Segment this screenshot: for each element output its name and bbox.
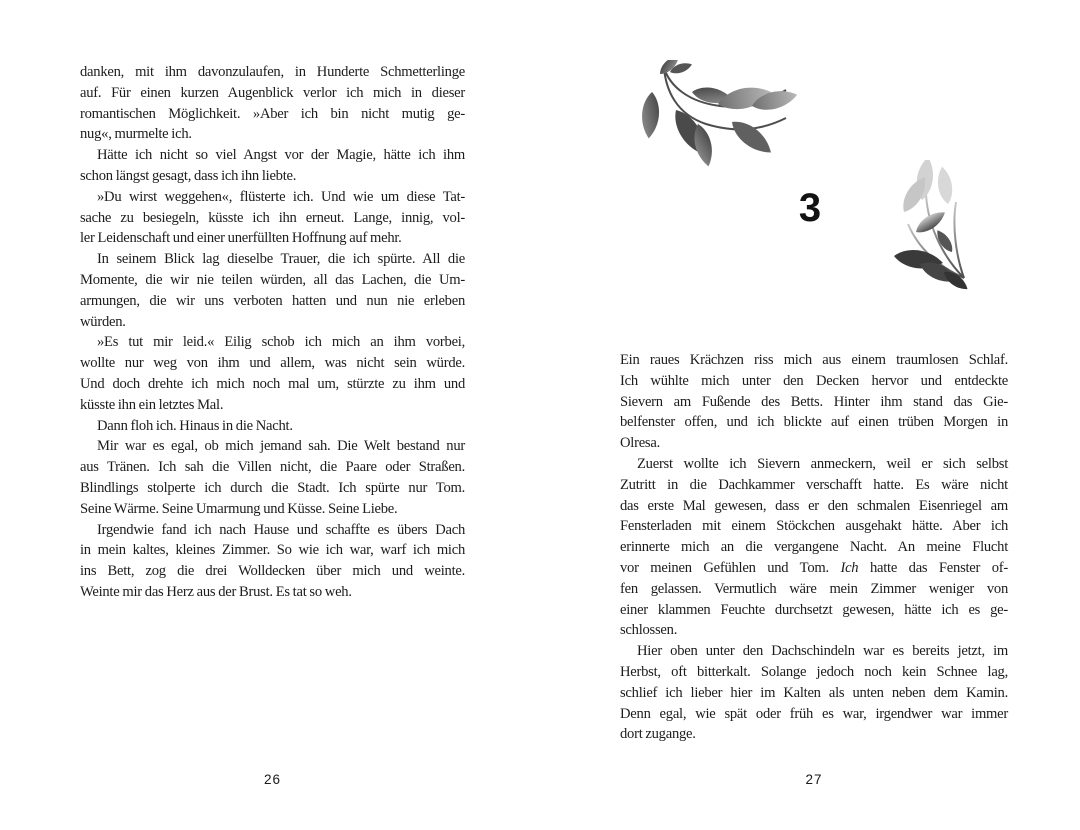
paragraph bbox=[620, 454, 1008, 641]
paragraph bbox=[80, 249, 465, 332]
text-line: ler Leidenschaft und einer unerfüllten Hoffnung auf mehr. bbox=[80, 230, 402, 247]
text-line: schlossen. bbox=[620, 622, 678, 639]
text-line: fen gelassen. Vermutlich wäre mein Zimmer weniger von bbox=[620, 580, 1008, 597]
text-line: sache zu besiegeln, küsste ich ihn erneut. Lange, innig, vol- bbox=[80, 209, 465, 226]
text-line: Zutritt in die Dachkammer verschafft hatte. Es wäre nicht bbox=[620, 476, 1008, 493]
paragraph bbox=[80, 145, 465, 187]
text-line: Ein raues Krächzen riss mich aus einem traumlosen Schlaf. bbox=[620, 352, 1008, 368]
text-line: Hätte ich nicht so viel Angst vor der Magie, hätte ich ihm bbox=[97, 147, 465, 164]
text-line: das erste Mal gewesen, dass er den schmalen Eisenriegel am bbox=[620, 497, 1008, 514]
paragraph bbox=[80, 332, 465, 415]
text-line: Hier oben unter den Dachschindeln war es bereits jetzt, im bbox=[637, 643, 1008, 660]
chapter-number: 3 bbox=[798, 186, 822, 230]
text-line: Dann floh ich. Hinaus in die Nacht. bbox=[97, 417, 293, 434]
text-line: in mein kaltes, kleines Zimmer. So wie ich war, warf ich mich bbox=[80, 542, 465, 559]
text-line: Fensterladen mit einem Stöckchen ausgehakt hätte. Aber ich bbox=[620, 518, 1008, 535]
text-line: würden. bbox=[80, 313, 126, 330]
paragraph bbox=[80, 416, 465, 437]
text-line: Seine Wärme. Seine Umarmung und Küsse. Seine Liebe. bbox=[80, 500, 398, 517]
text-line: belfenster offen, und ich blickte auf einen trüben Morgen in bbox=[620, 414, 1008, 431]
text-line: dort zugange. bbox=[620, 726, 696, 743]
text-line: küsste ihn ein letztes Mal. bbox=[80, 396, 224, 413]
text-line: »Du wirst weggehen«, flüsterte ich. Und wie um diese Tat- bbox=[97, 188, 465, 205]
text-line: In seinem Blick lag dieselbe Trauer, die ich spürte. All die bbox=[97, 251, 465, 268]
paragraph bbox=[620, 350, 1008, 454]
text-line: einer klammen Feuchte durchsetzt gewesen, hätte ich es ge- bbox=[620, 601, 1008, 618]
text-line: auf. Für einen kurzen Augenblick verlor ich mich in dieser bbox=[80, 84, 465, 101]
text-line: Und doch drehte ich mich noch mal um, stürzte zu ihm und bbox=[80, 375, 465, 392]
text-line: Olresa. bbox=[620, 435, 660, 452]
page-right-number: 27 bbox=[805, 772, 823, 787]
text-line: Mir war es egal, ob mich jemand sah. Die Welt bestand nur bbox=[97, 438, 465, 455]
page-left-number: 26 bbox=[263, 772, 282, 787]
text-line: Herbst, oft bitterkalt. Solange jedoch noch kein Schnee lag, bbox=[620, 663, 1008, 680]
text-line: nug«, murmelte ich. bbox=[80, 126, 192, 143]
paragraph bbox=[80, 187, 465, 249]
paragraph bbox=[80, 436, 465, 519]
text-line: Irgendwie fand ich nach Hause und schaffte es übers Dach bbox=[97, 521, 465, 538]
text-line: erinnerte mich an die vergangene Nacht. An meine Flucht bbox=[620, 539, 1008, 556]
text-line: »Es tut mir leid.« Eilig schob ich mich an ihm vorbei, bbox=[97, 334, 465, 351]
text-line: Momente, die wir nie teilen würden, all das Lachen, die Um- bbox=[80, 271, 465, 288]
text-line: danken, mit ihm davonzulaufen, in Hunderte Schmetterlinge bbox=[80, 64, 465, 80]
text-line: aus Tränen. Ich sah die Villen nicht, die Paare oder Straßen. bbox=[80, 459, 465, 476]
text-line: Ich wühlte mich unter den Decken hervor und entdeckte bbox=[620, 372, 1008, 389]
text-line: wollte nur weg von ihm und allem, was nicht sein würde. bbox=[80, 355, 465, 372]
text-line: schon längst gesagt, dass ich ihn liebte. bbox=[80, 167, 297, 184]
text-line: schlief ich lieber hier im Kalten als unten neben dem Kamin. bbox=[620, 684, 1008, 701]
text-line: ins Bett, zog die drei Wolldecken über mich und weinte. bbox=[80, 563, 465, 580]
text-line: Blindlings stolperte ich durch die Stadt. Ich spürte nur Tom. bbox=[80, 479, 465, 496]
paragraph bbox=[620, 641, 1008, 745]
leaf-sprig-ornament-icon bbox=[886, 160, 986, 292]
paragraph bbox=[80, 62, 465, 145]
leaf-branch-ornament-icon bbox=[634, 60, 806, 180]
text-line: Weinte mir das Herz aus der Brust. Es tat so weh. bbox=[80, 583, 352, 600]
text-line: armungen, die wir uns verboten hatten und nun nie erleben bbox=[80, 292, 465, 309]
page-left-text bbox=[80, 62, 465, 603]
page-right-text bbox=[620, 350, 1008, 745]
text-line: Sievern am Fußende des Betts. Hinter ihm stand das Gie- bbox=[620, 393, 1008, 410]
text-line: Zuerst wollte ich Sievern anmeckern, weil er sich selbst bbox=[637, 455, 1008, 472]
text-line: romantischen Möglichkeit. »Aber ich bin nicht mutig ge- bbox=[80, 105, 465, 122]
paragraph bbox=[80, 520, 465, 603]
text-line: vor meinen Gefühlen und Tom. Ich hatte das Fenster of- bbox=[620, 559, 1008, 576]
text-line: Denn egal, wie spät oder früh es war, irgendwer war immer bbox=[620, 705, 1008, 722]
